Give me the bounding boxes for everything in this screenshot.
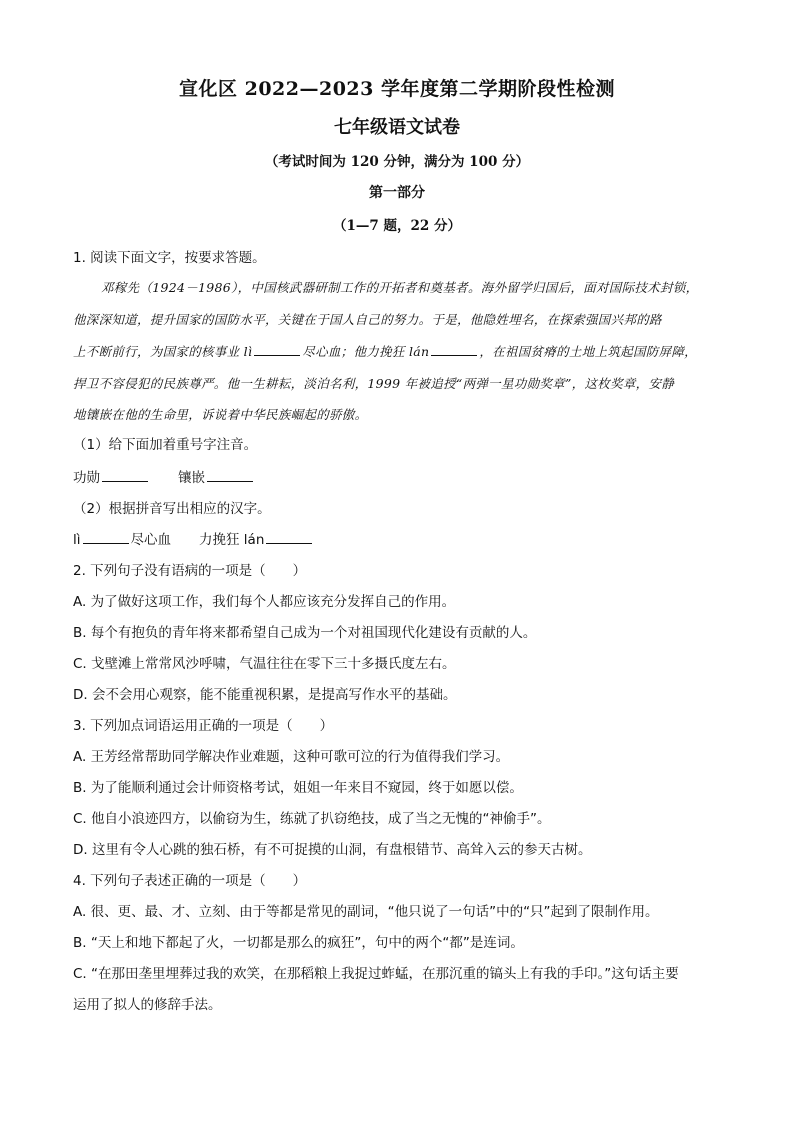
- q1-sub2-stem: （2）根据拼音写出相应的汉字。: [73, 501, 271, 517]
- q1-sub1-word-b: 镶嵌: [178, 470, 205, 486]
- q4-option-b: B. “天上和地下都起了火，一切都是那么的疯狂”，句中的两个“都”是连词。: [73, 935, 524, 951]
- q1-sub2-items: [73, 528, 723, 548]
- q1-passage-line-3c: ，在祖国贫瘠的土地上筑起国防屏障，: [479, 344, 697, 359]
- part-range: （1—7 题，22 分）: [333, 218, 461, 234]
- q3-option-c: C. 他自小浪迹四方，以偷窃为生，练就了扒窃绝技，成了当之无愧的“神偷手”。: [73, 811, 551, 827]
- q1-passage-line-3b: 尽心血；他力挽狂 lán: [302, 344, 430, 359]
- q1-passage-line-3a: 上不断前行，为国家的核事业 lì: [73, 344, 253, 359]
- q4-option-a: A. 很、更、最、才、立刻、由于等都是常见的副词，“他只说了一句话”中的“只”起到了限制作用。: [73, 904, 659, 920]
- q3-stem: 3. 下列加点词语运用正确的一项是（ ）: [73, 718, 334, 734]
- q1-passage-line-2: 他深深知道，提升国家的国防水平，关键在于国人自己的努力。于是，他隐姓埋名，在探索强国兴邦的路: [73, 312, 662, 327]
- q1-passage-line-4: 捍卫不容侵犯的民族尊严。他一生耕耘，淡泊名利，1999 年被追授“两弹一星功勋奖章”，这枚奖章，安静: [73, 376, 675, 391]
- q2-option-b: B. 每个有抱负的青年将来都希望自己成为一个对祖国现代化建设有贡献的人。: [73, 625, 537, 641]
- q1-stem: 1. 阅读下面文字，按要求答题。: [73, 250, 266, 266]
- q4-stem: 4. 下列句子表述正确的一项是（ ）: [73, 873, 307, 889]
- q1-sub1-stem: （1）给下面加着重号字注音。: [73, 437, 258, 453]
- q3-option-d: D. 这里有令人心跳的独石桥，有不可捉摸的山洞，有盘根错节、高耸入云的参天古树。: [73, 842, 592, 858]
- q4-option-c-line-2: 运用了拟人的修辞手法。: [73, 997, 222, 1013]
- q1-passage-line-1: 邓稼先（1924－1986），中国核武器研制工作的开拓者和奠基者。海外留学归国后，面对国际技术封锁，: [101, 280, 699, 295]
- q1-passage-line-3: [73, 342, 723, 360]
- answer-blank[interactable]: [207, 469, 253, 482]
- q4-option-c-line-1: C. “在那田垄里埋葬过我的欢笑，在那稻粮上我捉过蚱蜢，在那沉重的镐头上有我的手印。”这句话主要: [73, 966, 679, 982]
- q1-sub2-word-b: 力挽狂 lán: [199, 532, 265, 548]
- q3-option-b: B. 为了能顺利通过会计师资格考试，姐姐一年来目不窥园，终于如愿以偿。: [73, 780, 523, 796]
- q1-sub1-items: [73, 466, 723, 486]
- exam-subtitle: 七年级语文试卷: [334, 117, 460, 138]
- q2-option-a: A. 为了做好这项工作，我们每个人都应该充分发挥自己的作用。: [73, 594, 456, 610]
- exam-title: 宣化区 2022—2023 学年度第二学期阶段性检测: [179, 78, 615, 100]
- q1-sub1-word-a: 功勋: [73, 470, 100, 486]
- q2-option-d: D. 会不会用心观察，能不能重视积累，是提高写作水平的基础。: [73, 687, 457, 703]
- exam-note: （考试时间为 120 分钟，满分为 100 分）: [264, 154, 530, 170]
- answer-blank[interactable]: [431, 343, 477, 356]
- q1-passage-line-5: 地镶嵌在他的生命里，诉说着中华民族崛起的骄傲。: [73, 407, 368, 422]
- q1-sub2-word-a: 尽心血: [130, 532, 172, 548]
- answer-blank[interactable]: [266, 531, 312, 544]
- q3-option-a: A. 王芳经常帮助同学解决作业难题，这种可歌可泣的行为值得我们学习。: [73, 749, 510, 765]
- q2-stem: 2. 下列句子没有语病的一项是（ ）: [73, 563, 307, 579]
- q1-sub2-pinyin-a: lì: [73, 532, 81, 548]
- part-title: 第一部分: [369, 185, 425, 201]
- answer-blank[interactable]: [254, 343, 300, 356]
- q2-option-c: C. 戈壁滩上常常风沙呼啸，气温往往在零下三十多摄氏度左右。: [73, 656, 456, 672]
- answer-blank[interactable]: [102, 469, 148, 482]
- answer-blank[interactable]: [83, 531, 129, 544]
